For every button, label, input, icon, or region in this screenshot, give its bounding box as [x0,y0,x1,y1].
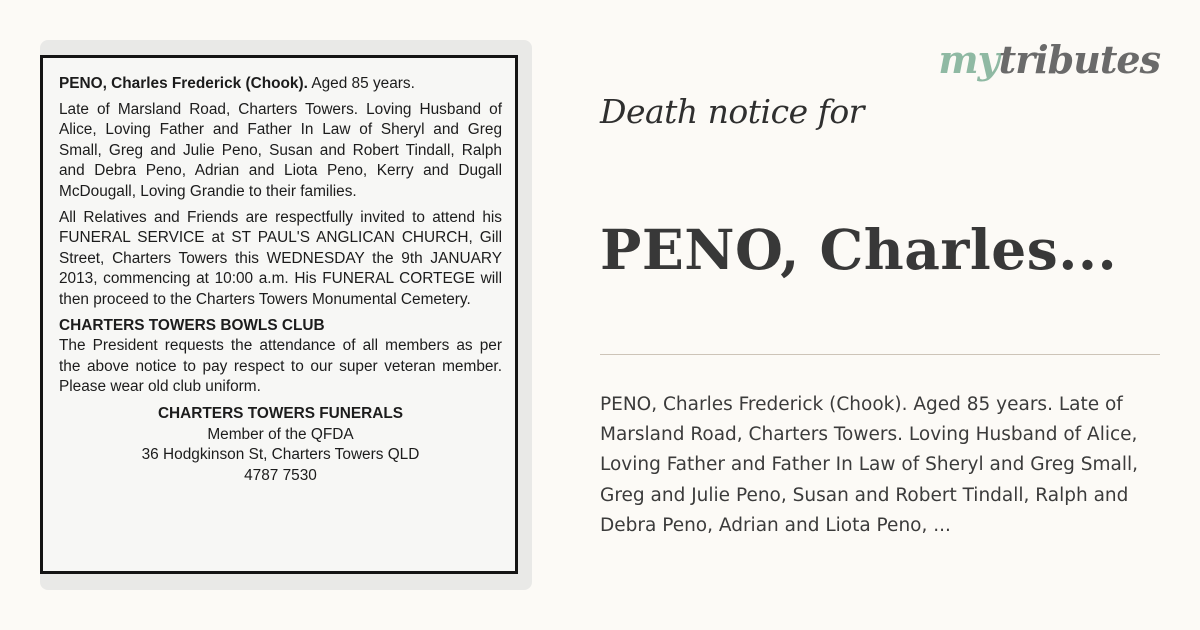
notice-service-text: All Relatives and Friends are respectfully invited to attend his FUNERAL SERVICE at ST PAUL'S ANGLICAN CHURCH, Gill Street, Charters Towers this WEDNESDAY the 9th JANUARY 2013, commencing at 10:00 a.m. His FUNERAL CORTEGE will then proceed to the Charters Towers Monumental Cemetery. [59,208,502,308]
deceased-age: Aged 85 years. [311,75,415,92]
funeral-director-address: 36 Hodgkinson St, Charters Towers QLD [141,446,420,464]
page-subtitle: Death notice for [600,92,864,131]
funeral-director-member: Member of the QFDA [207,425,354,443]
page-title: PENO, Charles... [600,217,1118,282]
deceased-name: PENO, Charles Frederick (Chook). [59,75,308,92]
notice-name-line [59,74,502,95]
mytributes-logo[interactable] [938,36,1160,84]
divider [600,354,1160,355]
club-text: The President requests the attendance of all members as per the above notice to pay respect to our super veteran member. Please wear old club uniform. [59,337,502,396]
notice-frame [40,55,518,574]
notice-family-text: Late of Marsland Road, Charters Towers. Loving Husband of Alice, Loving Father and Father In Law of Sheryl and Greg Small, Greg and Julie Peno, Susan and Robert Tindall, Ralph and Debra Peno, Adrian and Liota Peno, Kerry and Dugall McDougall, Loving Grandie to their families. [59,100,502,200]
funeral-director-name: CHARTERS TOWERS FUNERALS [157,404,404,422]
club-heading: CHARTERS TOWERS BOWLS CLUB [59,316,325,334]
logo-prefix: my [938,37,999,82]
notice-excerpt: PENO, Charles Frederick (Chook). Aged 85 years. Late of Marsland Road, Charters Towers. Loving Husband of Alice, Loving Father and Father In Law of Sheryl and Greg Small, Greg and Julie Peno, Susan and Robert Tindall, Ralph and Debra Peno, Adrian and Liota Peno, ... [600,394,1139,536]
logo-suffix: tributes [998,37,1160,82]
funeral-director-phone: 4787 7530 [244,466,317,484]
notice-image [40,40,532,590]
